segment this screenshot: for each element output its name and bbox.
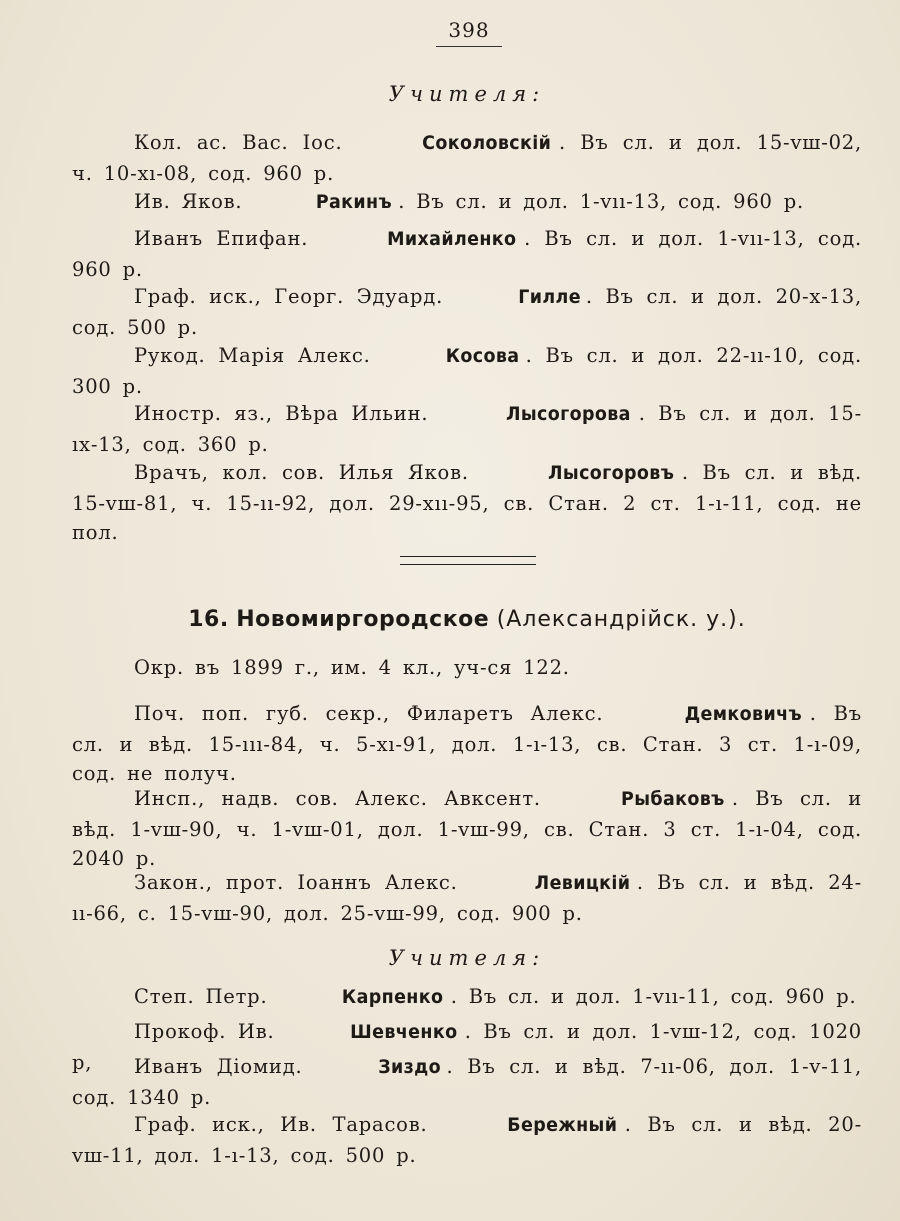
entry-lysogorov: Врачъ, кол. сов. Илья Яков. Лысогоровъ . Въ сл. и вѣд. 15-vш-81, ч. 15-ıı-92, дол. 29-хıı-95, св. Стан. 2 ст. 1-ı-11, сод. не пол. [72,461,862,544]
school-district: (Александрійск. у.). [496,607,746,632]
entry-zizdo: Иванъ Діомид. Зиздо . Въ сл. и вѣд. 7-ıı-06, дол. 1-v-11, сод. 1340 р. [72,1055,862,1109]
surname: Лысогорова [505,403,631,425]
surname: Левицкій [534,872,631,894]
entry-gille: Граф. иск., Георг. Эдуард. Гилле . Въ сл. и дол. 20-х-13, сод. 500 р. [72,285,862,339]
surname: Зиздо [378,1056,442,1078]
entry-rybakov: Инсп., надв. сов. Алекс. Авксент. Рыбаковъ . Въ сл. и вѣд. 1-vш-90, ч. 1-vш-01, дол. 1-vш-99, св. Стан. 3 ст. 1-ı-04, сод. 2040 р. [72,787,862,870]
surname: Бережный [507,1114,618,1136]
surname: Соколовскій [421,132,551,154]
surname: Ракинъ [316,191,393,213]
entry-sokolovsky: Кол. ас. Вас. Іос. Соколовскій . Въ сл. и дол. 15-vш-02, ч. 10-хı-08, сод. 960 р. [72,131,862,185]
entry-mikhailenko: Иванъ Епифан. Михайленко . Въ сл. и дол. 1-vıı-13, сод. 960 р. [72,227,862,281]
surname: Михайленко [386,228,516,250]
school-number: 16. [188,607,229,632]
entry-shevchenko: Прокоф. Ив. Шевченко . Въ сл. и дол. 1-vш-12, сод. 1020 р, [72,1020,863,1074]
entry-berezhny: Граф. иск., Ив. Тарасов. Бережный . Въ сл. и вѣд. 20-vш-11, дол. 1-ı-13, сод. 500 р. [72,1113,862,1167]
surname: Гилле [517,286,581,308]
section-heading-teachers-2: Учителя: [388,946,546,970]
surname: Рыбаковъ [621,788,725,810]
surname: Лысогоровъ [547,462,674,484]
section-divider [400,556,536,565]
section-heading-teachers: Учителя: [388,82,546,106]
surname: Демковичъ [684,703,803,725]
entry-lysogorova: Иностр. яз., Вѣра Ильин. Лысогорова . Въ сл. и дол. 15-ıх-13, сод. 360 р. [72,402,862,456]
entry-demkovich: Поч. поп. губ. секр., Филаретъ Алекс. Демковичъ . Въ сл. и вѣд. 15-ııı-84, ч. 5-хı-91, дол. 1-ı-13, св. Стан. 3 ст. 1-ı-09, сод. не получ. [72,702,862,785]
surname: Шевченко [350,1021,458,1043]
entry-rakin: Ив. Яков. Ракинъ . Въ сл. и дол. 1-vıı-13, сод. 960 р. [72,187,862,218]
school-name: Новомиргородское [236,607,490,632]
surname: Карпенко [342,986,444,1008]
school-title [72,607,862,632]
entry-karpenko: Степ. Петр. Карпенко . Въ сл. и дол. 1-vıı-11, сод. 960 р. [72,982,862,1013]
surname: Косова [446,345,520,367]
page-number: 398 [436,18,502,47]
school-info: Окр. въ 1899 г., им. 4 кл., уч-ся 122. [134,656,570,679]
entry-kosova: Рукод. Марія Алекс. Косова . Въ сл. и дол. 22-ıı-10, сод. 300 р. [72,344,862,398]
entry-levitsky: Закон., прот. Іоаннъ Алекс. Левицкій . Въ сл. и вѣд. 24-ıı-66, с. 15-vш-90, дол. 25-vш-99, сод. 900 р. [72,871,862,925]
